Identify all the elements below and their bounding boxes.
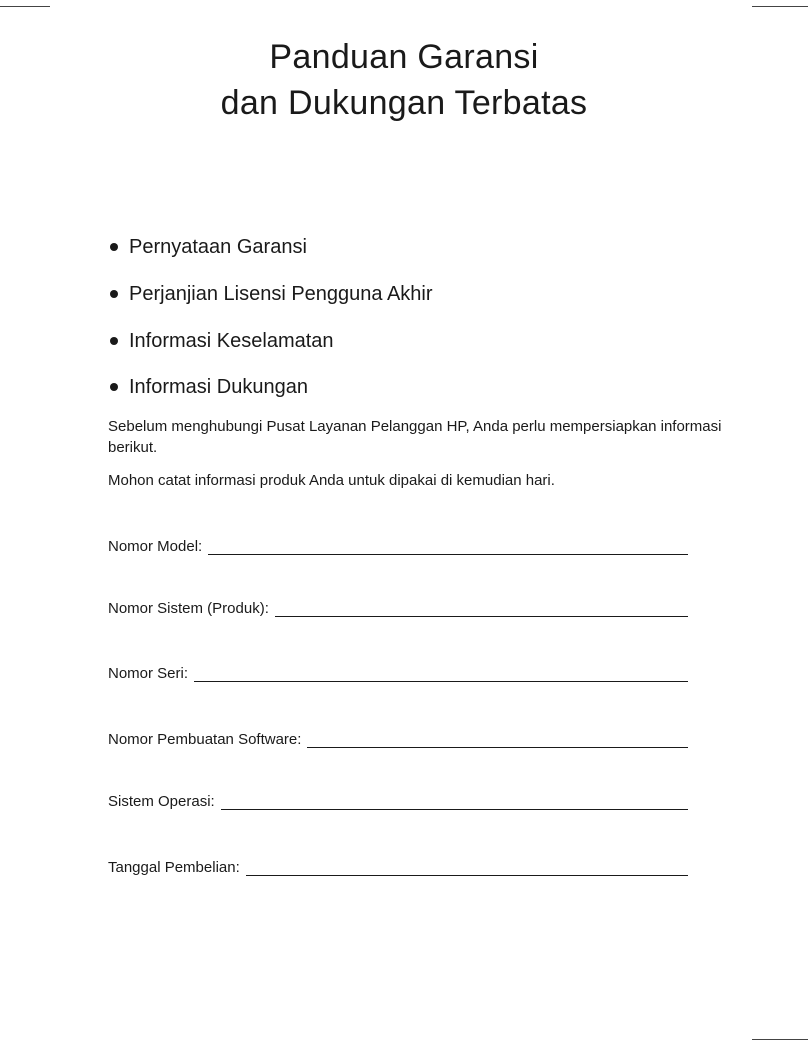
field-label: Tanggal Pembelian: [108, 859, 240, 876]
crop-mark-bottom-right [752, 1039, 808, 1040]
blank-line[interactable] [246, 875, 688, 876]
model-number-field[interactable] [108, 534, 688, 556]
note-paragraph: Mohon catat informasi produk Anda untuk dipakai di kemudian hari. [108, 472, 555, 489]
list-item [108, 317, 433, 364]
field-label: Nomor Pembuatan Software: [108, 731, 302, 748]
bullet-icon [110, 337, 118, 345]
list-item [108, 271, 433, 318]
bullet-icon [110, 383, 118, 391]
list-item [108, 224, 433, 271]
bullet-icon [110, 290, 118, 298]
system-number-field[interactable] [108, 596, 688, 618]
list-item-label: Informasi Dukungan [129, 376, 308, 399]
blank-line[interactable] [208, 554, 688, 555]
operating-system-field[interactable] [108, 789, 688, 811]
purchase-date-field[interactable] [108, 855, 688, 877]
field-label: Nomor Model: [108, 538, 203, 555]
page-title-line-2: dan Dukungan Terbatas [220, 84, 588, 122]
blank-line[interactable] [275, 616, 688, 617]
contents-list [108, 224, 433, 411]
bullet-icon [110, 243, 118, 251]
crop-mark-top-left [0, 6, 50, 7]
page-title-line-1: Panduan Garansi [269, 38, 539, 76]
list-item-label: Perjanjian Lisensi Pengguna Akhir [129, 283, 433, 306]
field-label: Sistem Operasi: [108, 793, 215, 810]
list-item-label: Informasi Keselamatan [129, 329, 334, 352]
list-item [108, 364, 433, 411]
intro-paragraph: Sebelum menghubungi Pusat Layanan Pelanggan HP, Anda perlu mempersiapkan informasi berikut. [108, 418, 722, 456]
list-item-label: Pernyataan Garansi [129, 236, 307, 259]
blank-line[interactable] [221, 809, 688, 810]
field-label: Nomor Sistem (Produk): [108, 600, 269, 617]
serial-number-field[interactable] [108, 661, 688, 683]
software-build-number-field[interactable] [108, 727, 688, 749]
blank-line[interactable] [194, 681, 688, 682]
field-label: Nomor Seri: [108, 665, 189, 682]
crop-mark-top-right [752, 6, 808, 7]
blank-line[interactable] [307, 747, 688, 748]
